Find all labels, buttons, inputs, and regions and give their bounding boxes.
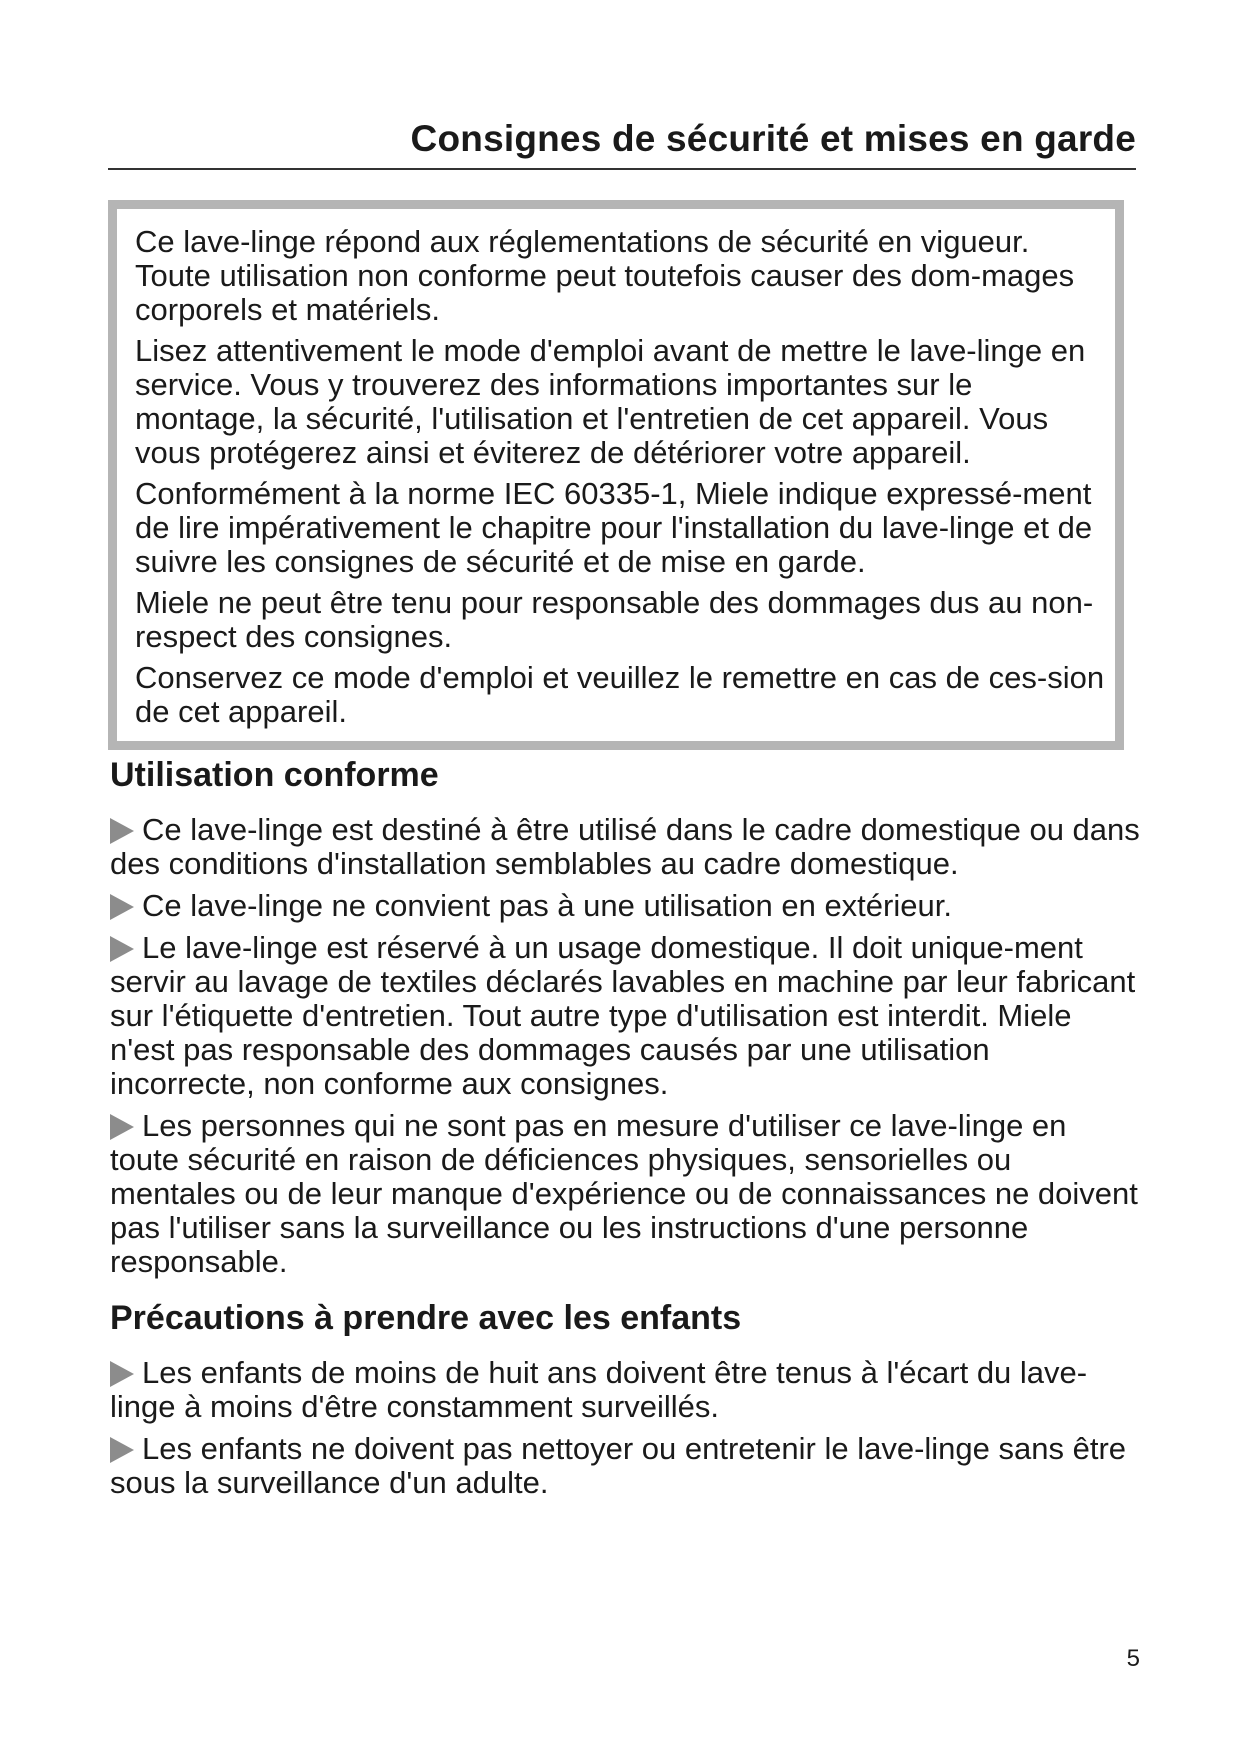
list-item-text: Le lave-linge est réservé à un usage domestique. Il doit unique-ment servir au lavage de textiles déclarés lavables en machine par leur fabricant sur l'étiquette d'entretien. Tout autre type d'utilisation est interdit. Miele n'est pas responsable des dommages causés par une utilisation incorrecte, non conforme aux consignes. (110, 930, 1136, 1101)
list-item (110, 1356, 1140, 1424)
intro-paragraph: Conservez ce mode d'emploi et veuillez le remettre en cas de ces-sion de cet appareil. (135, 660, 1105, 729)
list-item-text: Les enfants ne doivent pas nettoyer ou entretenir le lave-linge sans être sous la surveillance d'un adulte. (110, 1431, 1127, 1500)
intro-paragraph: Ce lave-linge répond aux réglementations de sécurité en vigueur. Toute utilisation non conforme peut toutefois causer des dom-mages corporels et matériels. (135, 224, 1075, 327)
list-item (110, 931, 1140, 1101)
section-heading: Précautions à prendre avec les enfants (110, 1299, 742, 1337)
bullet-arrow-icon (110, 1361, 134, 1387)
section-intended-use (110, 755, 1140, 1287)
list-item-text: Ce lave-linge est destiné à être utilisé dans le cadre domestique ou dans des conditions d'installation semblables au cadre domestique. (110, 812, 1140, 881)
bullet-arrow-icon (110, 1114, 134, 1140)
intro-paragraph: Lisez attentivement le mode d'emploi avant de mettre le lave-linge en service. Vous y trouverez des informations importantes sur le montage, la sécurité, l'utilisation et l'entretien de cet appareil. Vous vous protégerez ainsi et éviterez de détériorer votre appareil. (135, 333, 1086, 470)
list-item (110, 813, 1140, 881)
bullet-arrow-icon (110, 936, 134, 962)
intro-paragraph: Conformément à la norme IEC 60335-1, Miele indique expressé-ment de lire impérativement le chapitre pour l'installation du lave-linge et de suivre les consignes de sécurité et de mise en garde. (135, 476, 1093, 579)
bullet-arrow-icon (110, 894, 134, 920)
page-title: Consignes de sécurité et mises en garde (410, 118, 1136, 159)
page-number: 5 (1126, 1645, 1140, 1672)
bullet-arrow-icon (110, 818, 134, 844)
intro-paragraph: Miele ne peut être tenu pour responsable des dommages dus au non-respect des consignes. (135, 585, 1094, 654)
list-item-text: Les personnes qui ne sont pas en mesure d'utiliser ce lave-linge en toute sécurité en raison de déficiences physiques, sensorielles ou mentales ou de leur manque d'expérience ou de connaissances ne doivent pas l'utiliser sans la surveillance ou les instructions d'une personne responsable. (110, 1108, 1138, 1279)
list-item (110, 1432, 1140, 1500)
list-item-text: Les enfants de moins de huit ans doivent être tenus à l'écart du lave-linge à moins d'être constamment surveillés. (110, 1355, 1088, 1424)
safety-intro-box (108, 200, 1124, 750)
list-item (110, 1109, 1140, 1279)
page-header (108, 118, 1136, 170)
section-heading: Utilisation conforme (110, 756, 439, 794)
list-item (110, 889, 1140, 923)
bullet-arrow-icon (110, 1437, 134, 1463)
section-child-safety (110, 1298, 1140, 1508)
list-item-text: Ce lave-linge ne convient pas à une utilisation en extérieur. (142, 888, 952, 923)
